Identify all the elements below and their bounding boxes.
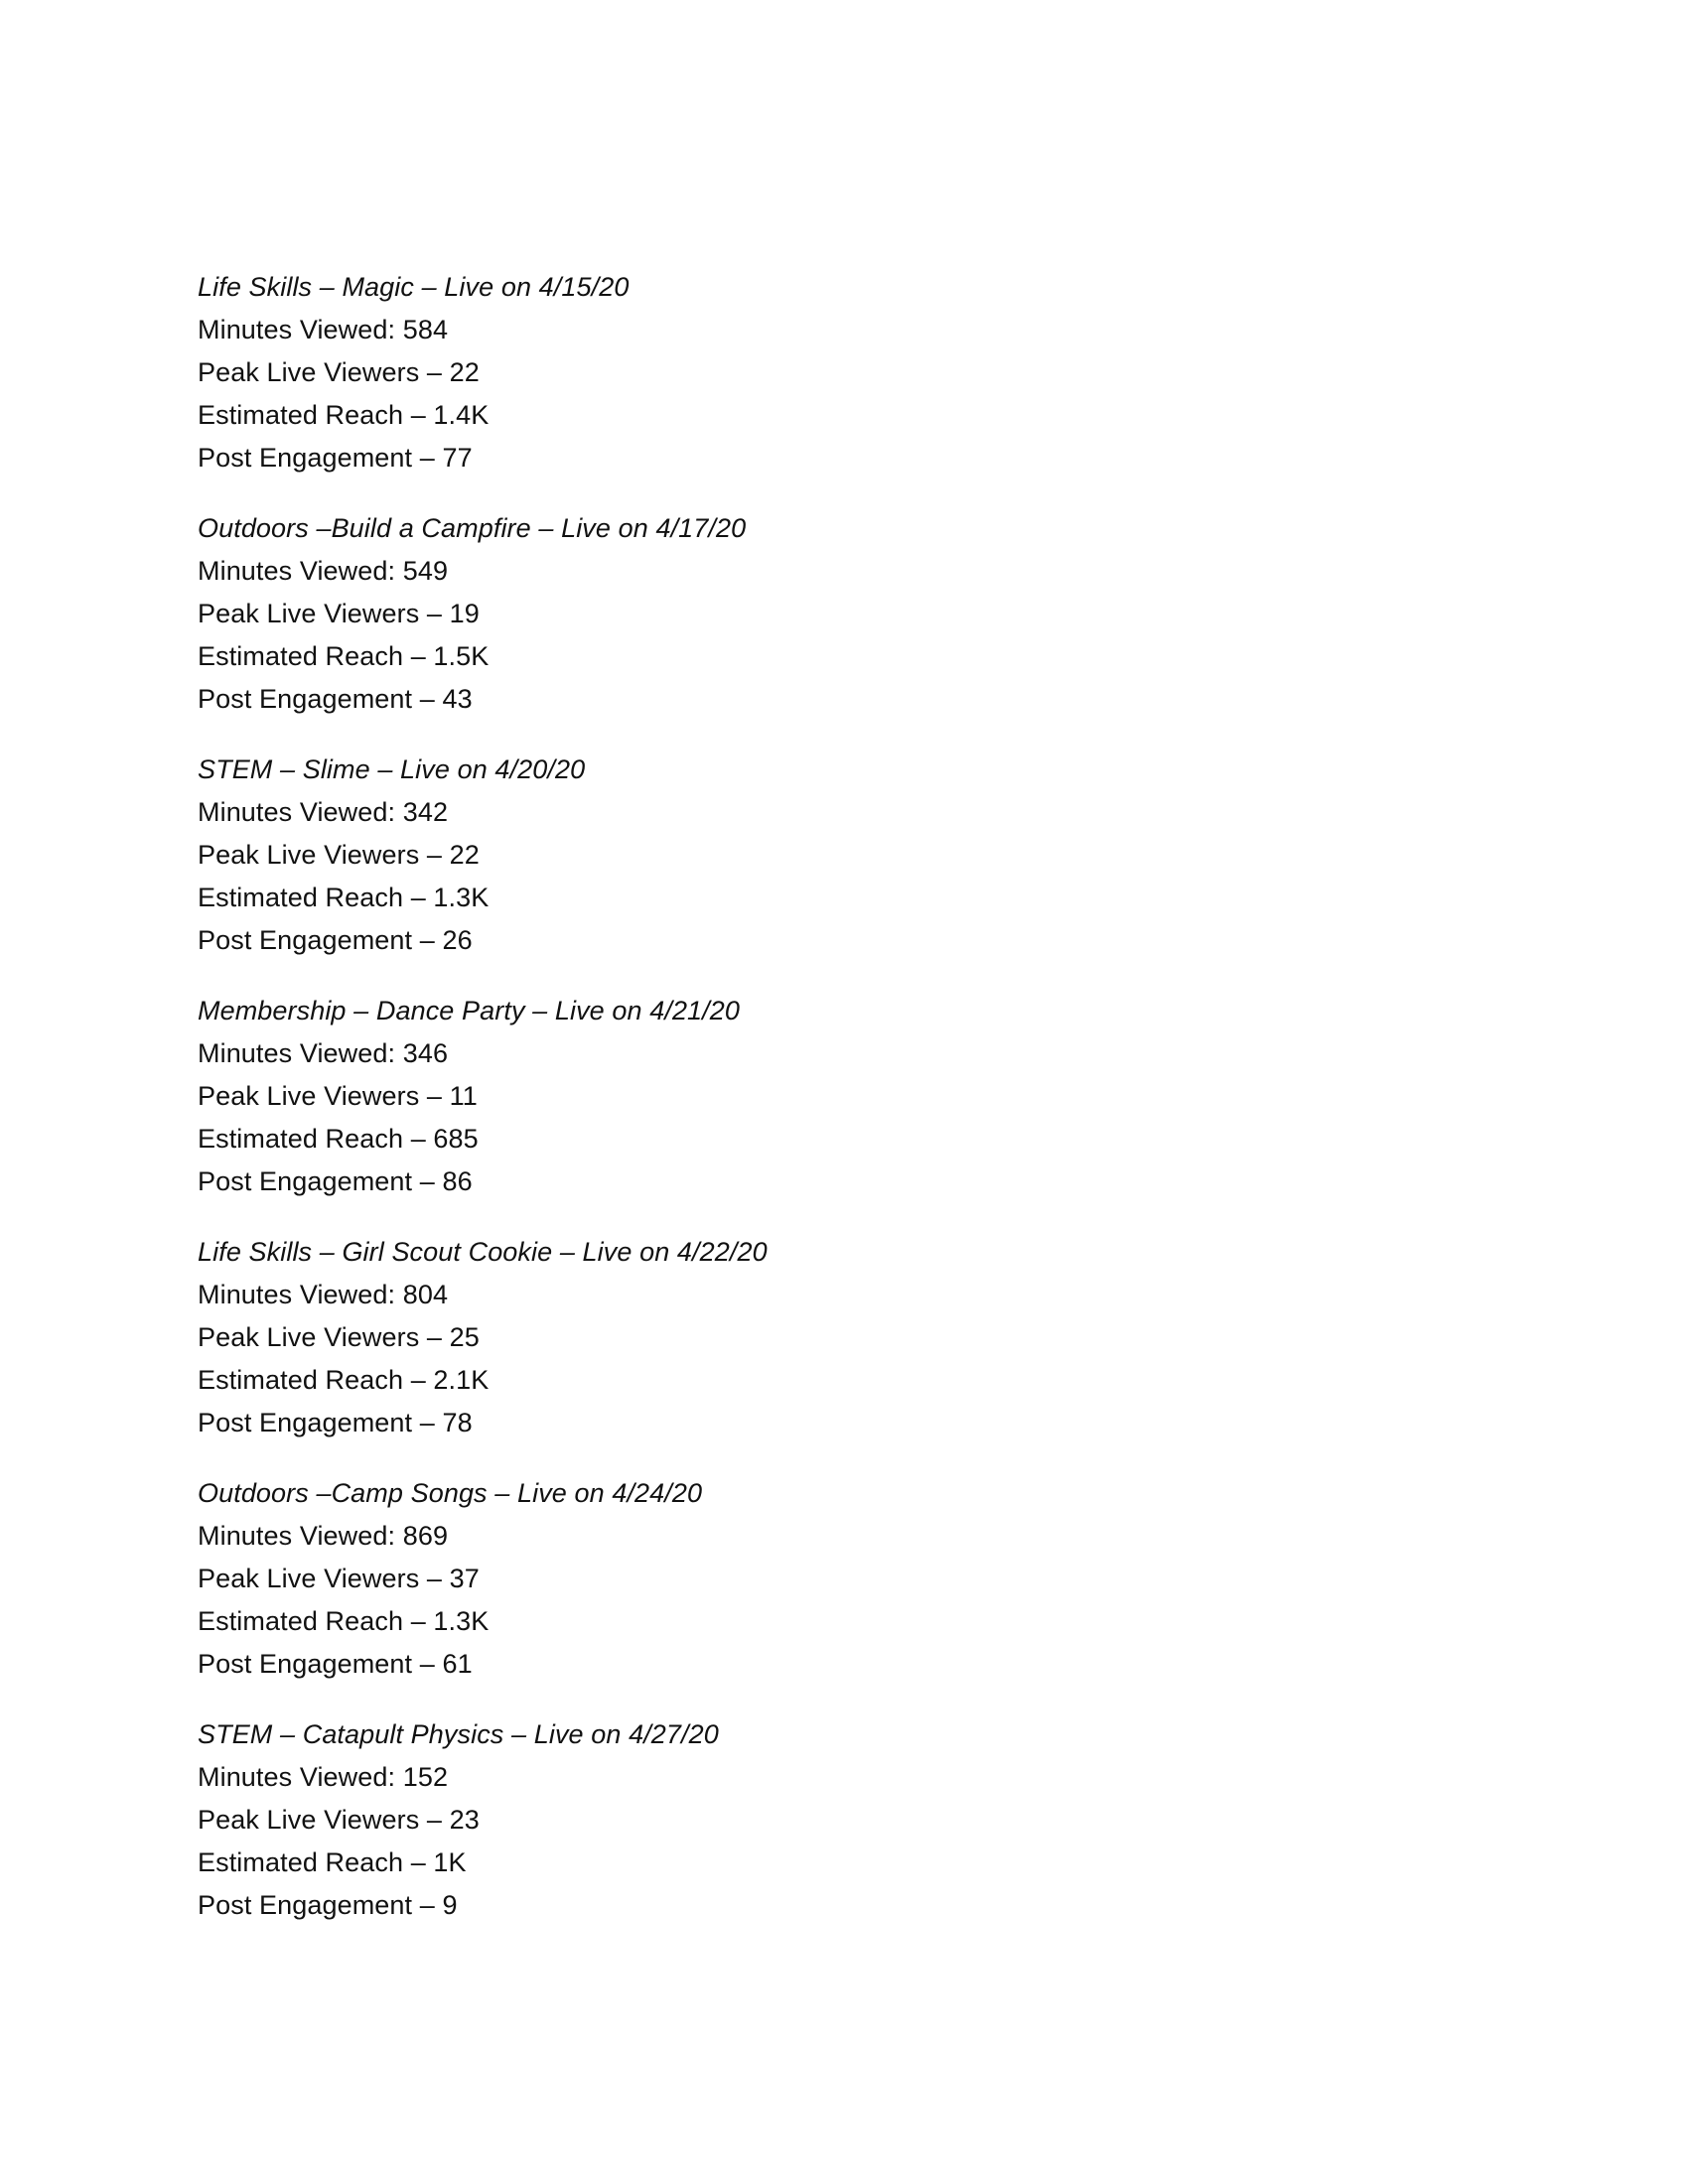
post-engagement: Post Engagement – 9 — [198, 1890, 458, 1920]
document-body — [198, 266, 1488, 1955]
estimated-reach: Estimated Reach – 1.5K — [198, 641, 490, 671]
post-engagement: Post Engagement – 86 — [198, 1166, 473, 1196]
entry-title: Life Skills – Girl Scout Cookie – Live on 4/22/20 — [198, 1237, 768, 1267]
stats-entry — [198, 507, 1488, 721]
minutes-viewed: Minutes Viewed: 584 — [198, 315, 449, 344]
estimated-reach: Estimated Reach – 1K — [198, 1847, 467, 1877]
post-engagement: Post Engagement – 61 — [198, 1649, 473, 1679]
minutes-viewed: Minutes Viewed: 549 — [198, 556, 449, 586]
entry-title: Membership – Dance Party – Live on 4/21/20 — [198, 996, 741, 1025]
estimated-reach: Estimated Reach – 2.1K — [198, 1365, 490, 1395]
entry-title: Outdoors –Build a Campfire – Live on 4/17/20 — [198, 513, 747, 543]
entry-title: STEM – Slime – Live on 4/20/20 — [198, 754, 586, 784]
stats-entry — [198, 1713, 1488, 1927]
estimated-reach: Estimated Reach – 685 — [198, 1124, 479, 1154]
post-engagement: Post Engagement – 43 — [198, 684, 473, 714]
estimated-reach: Estimated Reach – 1.4K — [198, 400, 490, 430]
estimated-reach: Estimated Reach – 1.3K — [198, 1606, 490, 1636]
stats-entry — [198, 990, 1488, 1203]
peak-live-viewers: Peak Live Viewers – 22 — [198, 357, 480, 387]
minutes-viewed: Minutes Viewed: 342 — [198, 797, 449, 827]
minutes-viewed: Minutes Viewed: 152 — [198, 1762, 449, 1792]
peak-live-viewers: Peak Live Viewers – 11 — [198, 1081, 478, 1111]
estimated-reach: Estimated Reach – 1.3K — [198, 883, 490, 912]
minutes-viewed: Minutes Viewed: 346 — [198, 1038, 449, 1068]
stats-entry — [198, 1231, 1488, 1444]
peak-live-viewers: Peak Live Viewers – 19 — [198, 599, 480, 628]
peak-live-viewers: Peak Live Viewers – 22 — [198, 840, 480, 870]
post-engagement: Post Engagement – 78 — [198, 1408, 473, 1437]
stats-entry — [198, 266, 1488, 479]
post-engagement: Post Engagement – 26 — [198, 925, 473, 955]
peak-live-viewers: Peak Live Viewers – 25 — [198, 1322, 480, 1352]
peak-live-viewers: Peak Live Viewers – 23 — [198, 1805, 480, 1835]
post-engagement: Post Engagement – 77 — [198, 443, 473, 473]
minutes-viewed: Minutes Viewed: 869 — [198, 1521, 449, 1551]
stats-entry — [198, 1472, 1488, 1686]
stats-entry — [198, 749, 1488, 962]
peak-live-viewers: Peak Live Viewers – 37 — [198, 1564, 480, 1593]
minutes-viewed: Minutes Viewed: 804 — [198, 1280, 449, 1309]
entry-title: Outdoors –Camp Songs – Live on 4/24/20 — [198, 1478, 703, 1508]
entry-title: STEM – Catapult Physics – Live on 4/27/20 — [198, 1719, 719, 1749]
entry-title: Life Skills – Magic – Live on 4/15/20 — [198, 272, 630, 302]
